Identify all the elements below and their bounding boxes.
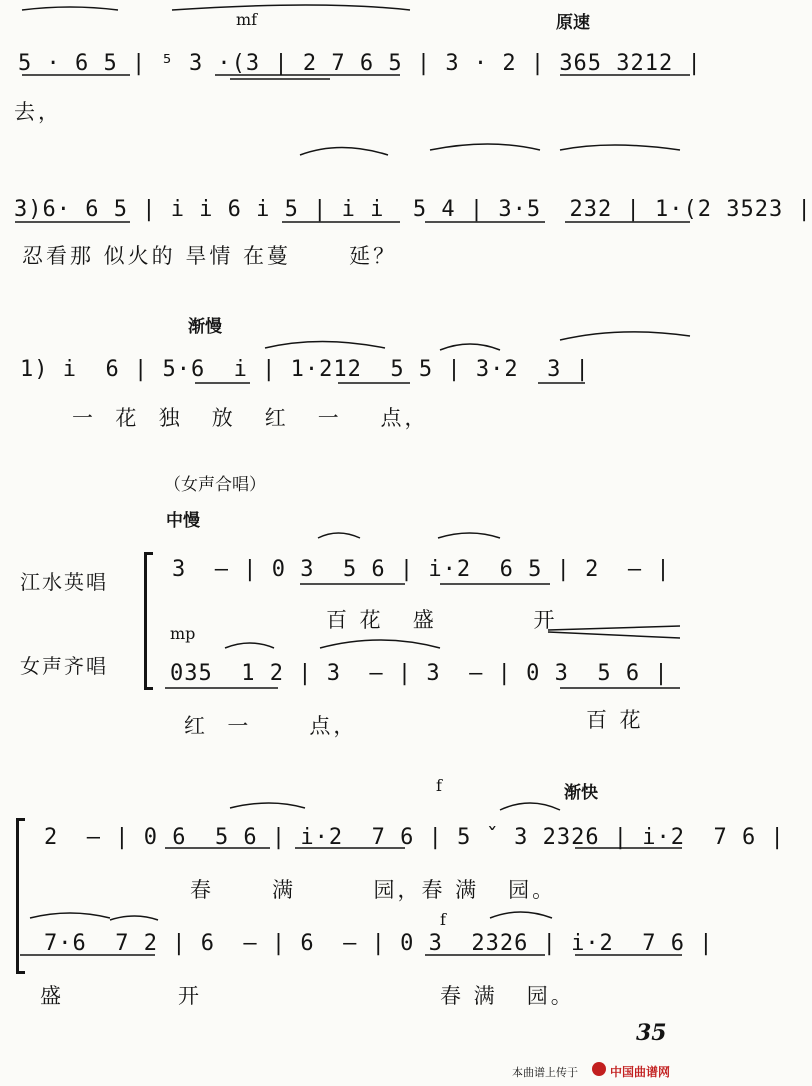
- system-brace: [16, 818, 25, 974]
- dynamic-mp: mp: [170, 624, 196, 643]
- lyrics-part-2a: 盛: [40, 984, 64, 1008]
- lyrics-line-3: 一 花 独 放 红 一 点，: [72, 406, 429, 430]
- system-brace: [144, 552, 153, 690]
- part-label-chorus: 女声齐唱: [20, 654, 108, 678]
- lyrics-part-2b: 百 花: [586, 708, 644, 732]
- tempo-marking: 中慢: [166, 511, 200, 531]
- lyrics-line-2: 忍看那 似火的 旱情 在蔓 延？: [22, 244, 398, 268]
- dynamic-f: f: [440, 910, 446, 929]
- dynamic-mf: mf: [236, 10, 258, 29]
- tempo-marking: 渐慢: [188, 317, 222, 337]
- notes-line-3: 1) i 6 | 5·6 i | 1·212 5 5 | 3·2 3 |: [20, 357, 590, 382]
- site-logo-text: 中国曲谱网: [610, 1065, 671, 1079]
- site-logo-icon: [592, 1062, 606, 1076]
- notes-part-2: 7·6 7 2 | 6 — | 6 — | 0 3 2326 | i·2 7 6 |: [44, 931, 714, 956]
- notes-line-1: 5 · 6 5 | ⁵ 3 ·(3 | 2 7 6 5 | 3 · 2 | 365 3212 |: [18, 51, 702, 76]
- lyrics-line-1: 去，: [14, 100, 62, 124]
- notes-line-2: 3)6· 6 5 | i i 6 i 5 | i i 5 4 | 3·5 232 | 1·(2 3523 |: [14, 197, 812, 222]
- notes-part-2: 035 1 2 | 3 — | 3 — | 0 3 5 6 |: [170, 661, 669, 686]
- notes-part-1: 2 — | 0 6 5 6 | i·2 7 6 | 5 ˇ 3 2326 | i·2 7 6 |: [44, 825, 785, 850]
- lyrics-part-2b: 开: [178, 984, 202, 1008]
- tempo-marking: 原速: [556, 13, 590, 33]
- lyrics-part-2c: 春 满 园。: [440, 984, 575, 1008]
- lyrics-part-1: 春 满 园，春 满 园。: [190, 878, 557, 902]
- notes-part-1: 3 — | 0 3 5 6 | i·2 6 5 | 2 — |: [172, 557, 671, 582]
- page-number: 35: [636, 1020, 667, 1046]
- tempo-marking: 渐快: [564, 783, 598, 803]
- footer-upload-text: 本曲谱上传于: [512, 1066, 578, 1079]
- lyrics-part-2a: 红 一 点，: [184, 714, 358, 738]
- part-label-jiang-shuiying: 江水英唱: [20, 570, 108, 594]
- dynamic-f: f: [436, 776, 442, 795]
- section-note: （女声合唱）: [164, 475, 266, 495]
- lyrics-part-1: 百 花 盛 开: [326, 608, 558, 632]
